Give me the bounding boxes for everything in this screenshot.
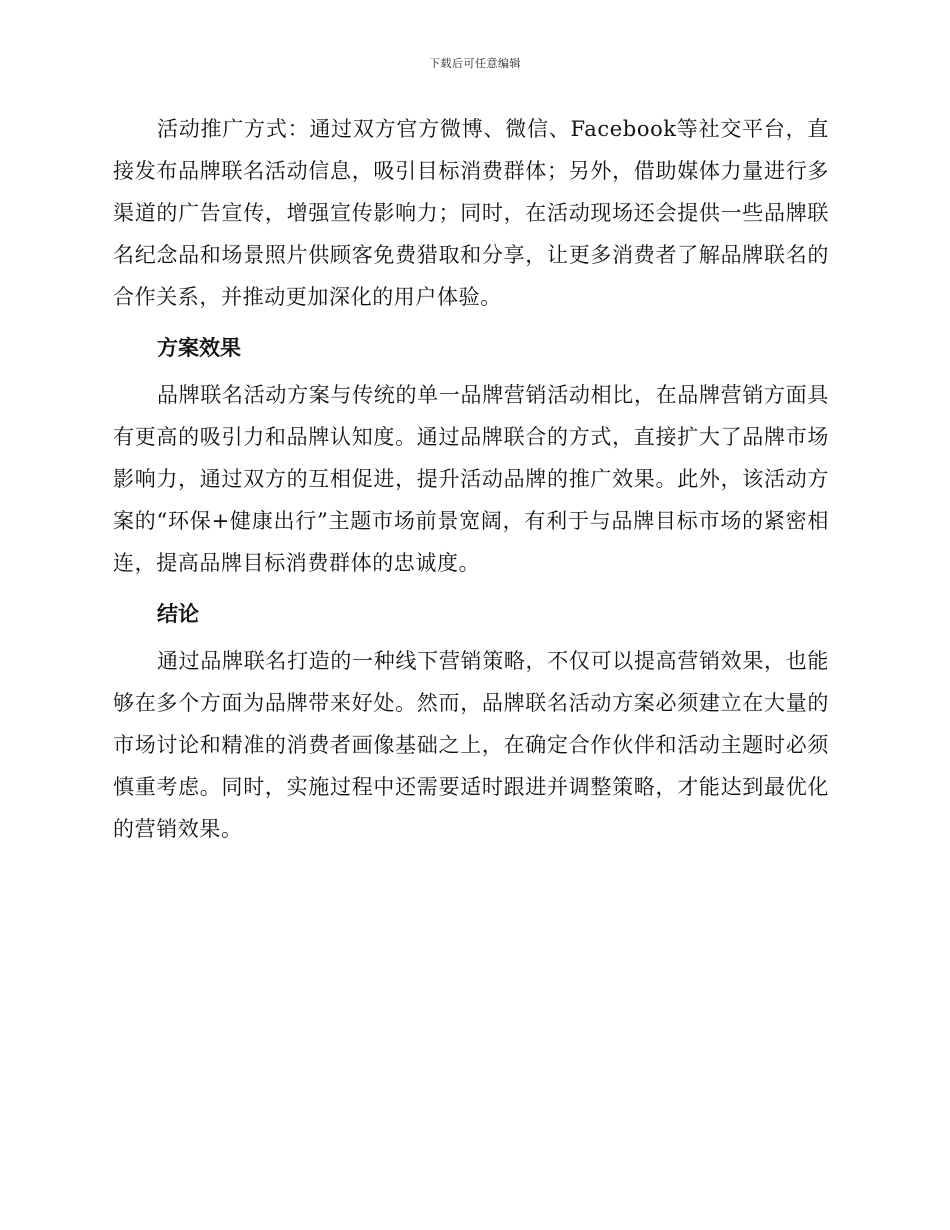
conclusion-heading: 结论: [157, 602, 199, 626]
effect-paragraph: 品牌联名活动方案与传统的单一品牌营销活动相比，在品牌营销方面具有更高的吸引力和品牌认知度。通过品牌联合的方式，直接扩大了品牌市场影响力，通过双方的互相促进，提升活动品牌的推广效果。此外，该活动方案的“环保+健康出行”主题市场前景宽阔，有利于与品牌目标市场的紧密相连，提高品牌目标消费群体的忠诚度。: [113, 383, 829, 575]
conclusion-paragraph: 通过品牌联名打造的一种线下营销策略，不仅可以提高营销效果，也能够在多个方面为品牌带来好处。然而，品牌联名活动方案必须建立在大量的市场讨论和精准的消费者画像基础之上，在确定合作伙伴和活动主题时必须慎重考虑。同时，实施过程中还需要适时跟进并调整策略，才能达到最优化的营销效果。: [113, 649, 829, 841]
effect-heading: 方案效果: [157, 336, 241, 360]
header-note: 下载后可任意编辑: [429, 57, 521, 70]
document-body: [113, 108, 829, 850]
promotion-paragraph: 活动推广方式：通过双方官方微博、微信、Facebook等社交平台，直接发布品牌联名活动信息，吸引目标消费群体；另外，借助媒体力量进行多渠道的广告宣传，增强宣传影响力；同时，在活动现场还会提供一些品牌联名纪念品和场景照片供顾客免费猎取和分享，让更多消费者了解品牌联名的合作关系，并推动更加深化的用户体验。: [113, 117, 829, 309]
